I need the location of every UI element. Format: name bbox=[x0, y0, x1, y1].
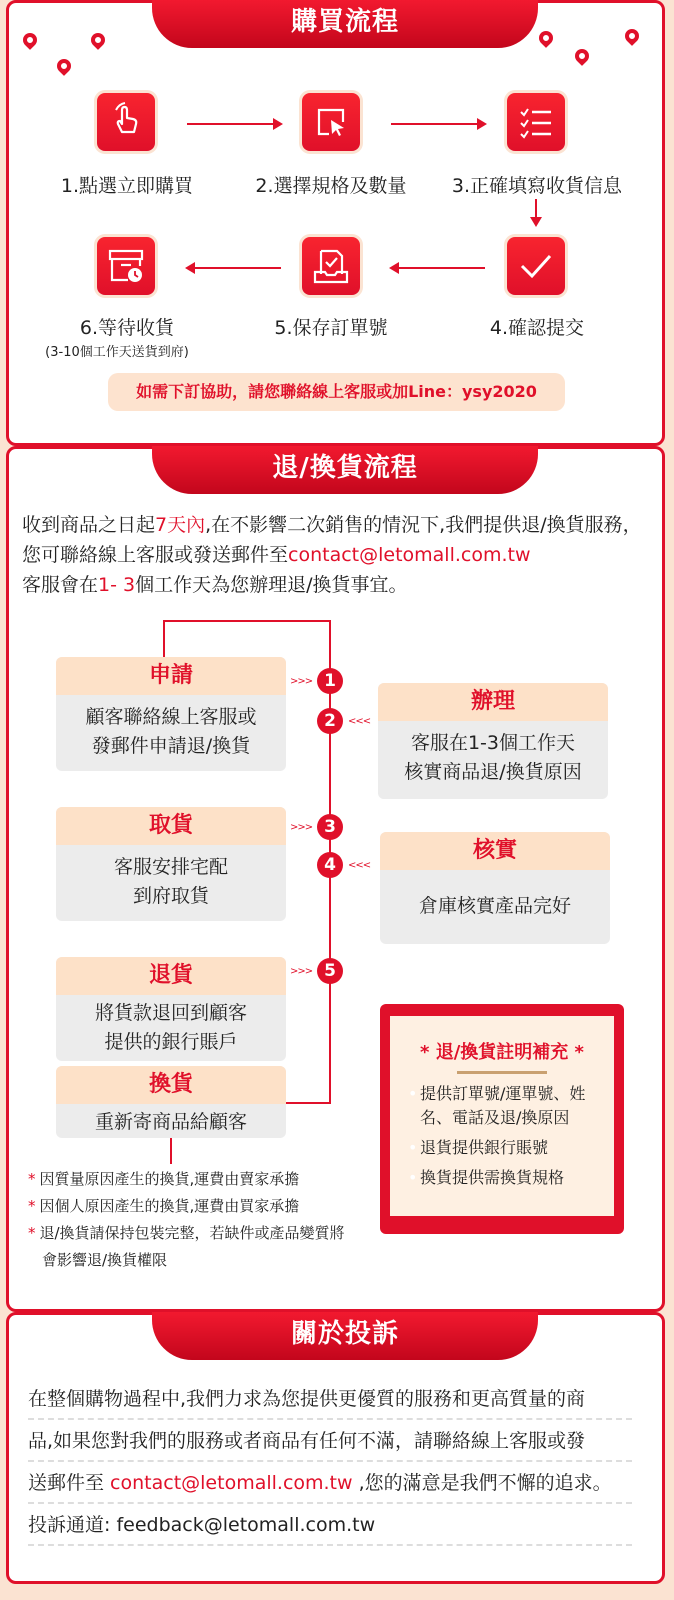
workday-range-highlight: 1- 3 bbox=[98, 574, 136, 596]
chevron-left-icon: <<< bbox=[348, 860, 371, 871]
map-pin-icon bbox=[20, 30, 40, 50]
apply-step-box bbox=[56, 657, 286, 771]
step-number-badge: 3 bbox=[317, 814, 343, 840]
complaint-line: 品,如果您對我們的服務或者商品有任何不滿，請聯絡線上客服或發 bbox=[28, 1420, 632, 1462]
step-description: 發郵件申請退/換貨 bbox=[91, 735, 251, 757]
step-description: 將貨款退回到顧客 bbox=[94, 1002, 247, 1024]
verify-step-box bbox=[380, 832, 610, 944]
checklist-icon bbox=[507, 93, 565, 151]
return-intro-text bbox=[22, 510, 642, 600]
map-pin-icon bbox=[536, 28, 556, 48]
return-flow-title: 退/換貨流程 bbox=[152, 446, 538, 494]
note-text: 退/換貨請保持包裝完整，若缺件或產品變質將會影響退/換貨權限 bbox=[39, 1224, 345, 1269]
map-pin-icon bbox=[572, 46, 592, 66]
complaint-line bbox=[28, 1462, 632, 1504]
intro-text: 客服會在 bbox=[22, 574, 99, 596]
step-description: 重新寄商品給顧客 bbox=[94, 1111, 247, 1133]
flow-connector bbox=[163, 620, 331, 622]
step-label: 6.等待收貨 bbox=[79, 317, 175, 339]
flow-arrow bbox=[187, 123, 281, 125]
step-description: 客服安排宅配 bbox=[113, 856, 228, 878]
supplement-item: • 退貨提供銀行賬號 bbox=[408, 1136, 614, 1160]
complaint-line: 在整個購物過程中,我們力求為您提供更優質的服務和更高質量的商 bbox=[28, 1378, 632, 1420]
supplement-item: • 提供訂單號/運單號、姓名、電話及退/換原因 bbox=[408, 1082, 614, 1130]
package-clock-icon bbox=[97, 237, 155, 295]
purchase-flow-panel bbox=[6, 0, 665, 446]
delivery-time-note: (3-10個工作天送貨到府) bbox=[45, 345, 189, 360]
flow-arrow bbox=[187, 267, 281, 269]
process-step-title: 辦理 bbox=[378, 683, 608, 721]
step-description: 客服在1-3個工作天 bbox=[410, 732, 576, 754]
contact-email-link[interactable]: contact@letomall.com.tw bbox=[288, 544, 531, 566]
map-pin-icon bbox=[54, 56, 74, 76]
flow-arrow bbox=[391, 267, 485, 269]
map-pin-icon bbox=[622, 26, 642, 46]
note-item bbox=[28, 1220, 358, 1274]
supplement-item: • 換貨提供需換貨規格 bbox=[408, 1166, 614, 1190]
flow-connector bbox=[170, 1136, 172, 1164]
apply-step-title: 申請 bbox=[56, 657, 286, 695]
divider bbox=[457, 1071, 547, 1074]
exchange-step-title: 換貨 bbox=[56, 1066, 286, 1104]
refund-step-box bbox=[56, 957, 286, 1061]
step-number-badge: 5 bbox=[317, 958, 343, 984]
return-notes bbox=[28, 1166, 358, 1274]
asterisk-icon: * bbox=[28, 1170, 36, 1188]
flow-connector bbox=[286, 1102, 331, 1104]
chevron-left-icon: <<< bbox=[348, 716, 371, 727]
step-number-badge: 1 bbox=[317, 668, 343, 694]
flow-arrow bbox=[391, 123, 485, 125]
step-label: 2.選擇規格及數量 bbox=[255, 175, 407, 197]
intro-text: 收到商品之日起 bbox=[22, 514, 156, 536]
feedback-email-link[interactable]: feedback@letomall.com.tw bbox=[116, 1514, 376, 1536]
intro-text: ,在不影響二次銷售的情況下,我們提供退/換貨服務，您可聯絡線上客服或發送郵件至 bbox=[22, 514, 642, 566]
order-assistance-notice: 如需下訂協助，請您聯絡線上客服或加Line：ysy2020 bbox=[108, 373, 565, 411]
chevron-right-icon: >>> bbox=[290, 822, 313, 833]
map-pin-icon bbox=[88, 30, 108, 50]
step-label: 1.點選立即購買 bbox=[60, 175, 194, 197]
purchase-flow-title: 購買流程 bbox=[152, 0, 538, 48]
step-description: 顧客聯絡線上客服或 bbox=[85, 706, 257, 728]
complaint-title: 關於投訴 bbox=[152, 1312, 538, 1360]
supplement-title: * 退/換貨註明補充 * bbox=[420, 1042, 584, 1063]
flow-connector bbox=[163, 620, 165, 658]
chevron-right-icon: >>> bbox=[290, 966, 313, 977]
step-label: 3.正確填寫收貨信息 bbox=[451, 175, 623, 197]
intro-text: 個工作天為您辦理退/換貨事宜。 bbox=[135, 574, 408, 596]
cursor-select-icon bbox=[302, 93, 360, 151]
flow-arrow bbox=[535, 199, 537, 225]
asterisk-icon: * bbox=[28, 1224, 36, 1242]
pickup-step-box bbox=[56, 807, 286, 921]
step-number-badge: 2 bbox=[317, 708, 343, 734]
return-days-highlight: 7天內 bbox=[155, 514, 206, 536]
note-item bbox=[28, 1193, 358, 1220]
asterisk-icon: * bbox=[28, 1197, 36, 1215]
note-text: 因質量原因產生的換貨,運費由賣家承擔 bbox=[39, 1170, 300, 1188]
channel-label: 投訴通道: bbox=[28, 1514, 117, 1536]
step-label: 5.保存訂單號 bbox=[274, 317, 388, 339]
step-description: 到府取貨 bbox=[132, 885, 209, 907]
hand-pointer-icon bbox=[97, 93, 155, 151]
step-description: 倉庫核實產品完好 bbox=[418, 895, 571, 917]
exchange-step-box bbox=[56, 1066, 286, 1138]
step-description: 核實商品退/換貨原因 bbox=[404, 761, 582, 783]
verify-step-title: 核實 bbox=[380, 832, 610, 870]
contact-email-link[interactable]: contact@letomall.com.tw bbox=[110, 1472, 353, 1494]
checkmark-icon bbox=[507, 237, 565, 295]
note-item bbox=[28, 1166, 358, 1193]
refund-step-title: 退貨 bbox=[56, 957, 286, 995]
complaint-channel bbox=[28, 1504, 632, 1546]
pickup-step-title: 取貨 bbox=[56, 807, 286, 845]
note-text: 因個人原因產生的換貨,運費由買家承擔 bbox=[39, 1197, 300, 1215]
complaint-text: 送郵件至 bbox=[28, 1472, 111, 1494]
step-number-badge: 4 bbox=[317, 852, 343, 878]
step-description: 提供的銀行賬戶 bbox=[104, 1031, 238, 1053]
chevron-right-icon: >>> bbox=[290, 676, 313, 687]
step-label: 4.確認提交 bbox=[489, 317, 585, 339]
document-icon bbox=[302, 237, 360, 295]
process-step-box bbox=[378, 683, 608, 799]
return-supplement-box bbox=[380, 1004, 624, 1234]
complaint-text: ,您的滿意是我們不懈的追求。 bbox=[352, 1472, 612, 1494]
